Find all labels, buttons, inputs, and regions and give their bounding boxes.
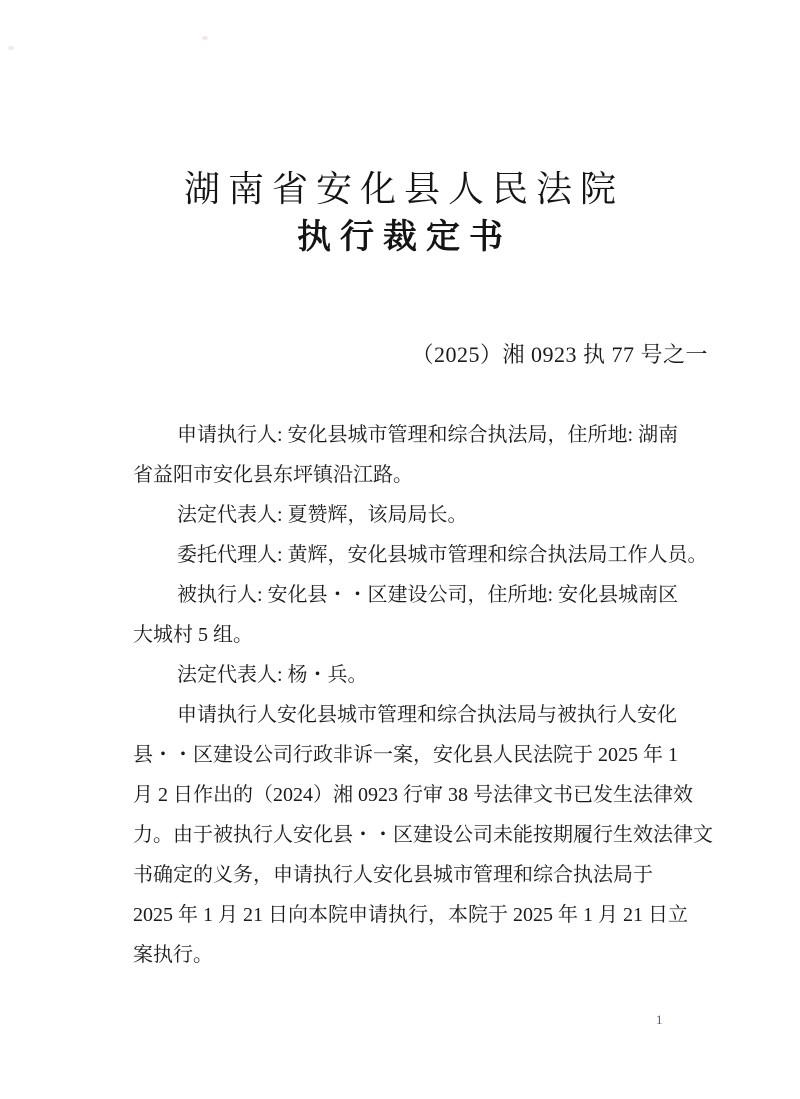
document-body <box>133 415 713 975</box>
case-number: （2025）湘 0923 执 77 号之一 <box>411 342 708 367</box>
body-line: 县・・区建设公司行政非诉一案，安化县人民法院于 2025 年 1 <box>133 744 678 766</box>
scan-speck <box>202 36 208 40</box>
body-line: 委托代理人: 黄辉，安化县城市管理和综合执法局工作人员。 <box>177 544 708 566</box>
body-line: 2025 年 1 月 21 日向本院申请执行，本院于 2025 年 1 月 21 日立 <box>133 904 688 926</box>
body-line: 法定代表人: 杨・兵。 <box>177 664 368 686</box>
body-line: 被执行人: 安化县・・区建设公司，住所地: 安化县城南区 <box>177 584 679 606</box>
body-line: 法定代表人: 夏赞辉，该局局长。 <box>177 504 468 526</box>
body-line: 力。由于被执行人安化县・・区建设公司未能按期履行生效法律文 <box>133 824 713 846</box>
court-name: 湖南省安化县人民法院 <box>183 169 624 209</box>
body-line: 申请执行人安化县城市管理和综合执法局与被执行人安化 <box>177 704 677 726</box>
document-title: 执行裁定书 <box>297 219 512 256</box>
body-line: 书确定的义务，申请执行人安化县城市管理和综合执法局于 <box>133 864 653 886</box>
page-number: 1 <box>656 1012 663 1027</box>
body-line: 案执行。 <box>133 944 213 966</box>
body-line: 大城村 5 组。 <box>133 624 253 646</box>
body-line: 省益阳市安化县东坪镇沿江路。 <box>133 464 413 486</box>
scan-speck <box>8 46 14 50</box>
body-line: 申请执行人: 安化县城市管理和综合执法局，住所地: 湖南 <box>177 424 679 446</box>
body-line: 月 2 日作出的（2024）湘 0923 行审 38 号法律文书已发生法律效 <box>133 784 693 806</box>
